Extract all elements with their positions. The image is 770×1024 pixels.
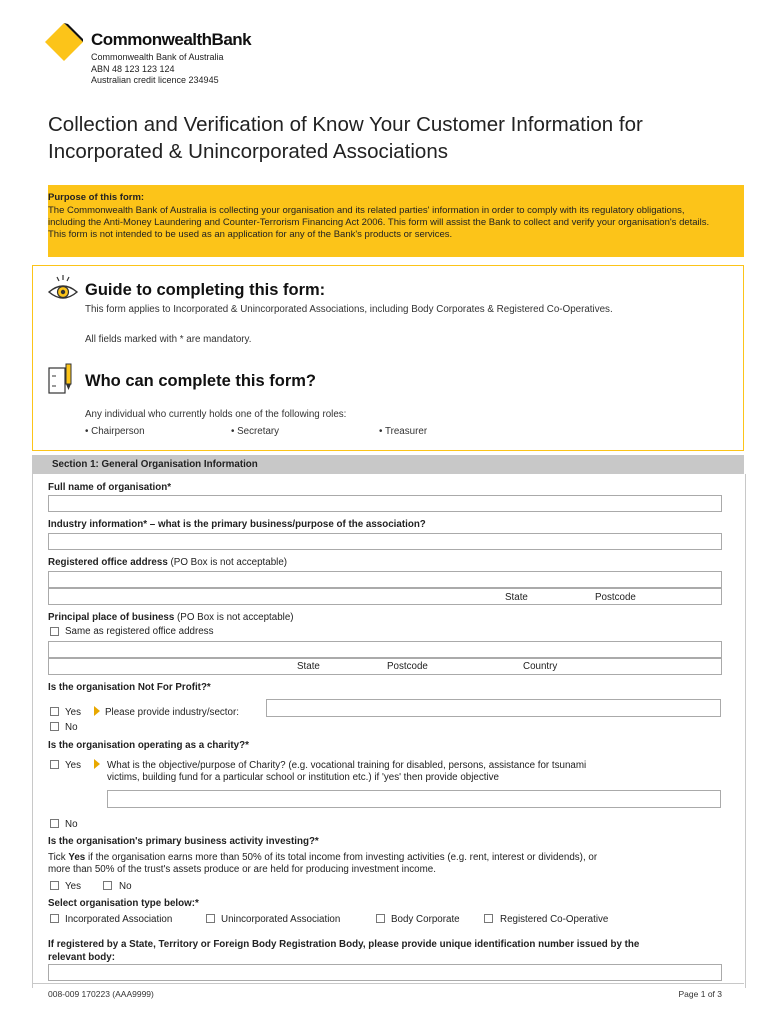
charity-no-label: No xyxy=(65,819,78,830)
brand-details xyxy=(91,52,224,87)
charity-yes-label: Yes xyxy=(65,760,81,771)
registered-address-label-bold: Registered office address xyxy=(48,557,168,568)
industry-label-text: Industry information* – what is the primary business/purpose of the association? xyxy=(48,519,426,530)
charity-objective-input[interactable] xyxy=(107,790,721,808)
investing-question xyxy=(48,836,319,847)
purpose-heading: Purpose of this form: xyxy=(48,192,145,203)
nfp-industry-input[interactable] xyxy=(266,699,721,717)
arrow-right-icon xyxy=(94,706,100,716)
principal-place-state-postcode-country-row[interactable] xyxy=(48,658,722,675)
nfp-question-text: Is the organisation Not For Profit?* xyxy=(48,682,211,693)
brand-licence: Australian credit licence 234945 xyxy=(91,75,219,85)
nfp-provide-label: Please provide industry/sector: xyxy=(105,707,239,718)
registration-number-input[interactable] xyxy=(48,964,722,981)
title-line-1: Collection and Verification of Know Your Customer Information for xyxy=(48,113,643,136)
investing-no-checkbox[interactable] xyxy=(103,881,112,890)
nfp-no-checkbox[interactable] xyxy=(50,722,59,731)
brand-name: CommonwealthBank xyxy=(91,30,252,49)
org-type-cooperative-label: Registered Co-Operative xyxy=(500,914,609,925)
investing-no-label: No xyxy=(119,881,132,892)
nfp-yes-label: Yes xyxy=(65,707,81,718)
org-type-question xyxy=(48,898,199,909)
clipboard-pen-icon xyxy=(47,362,75,396)
org-type-question-text: Select organisation type below:* xyxy=(48,898,199,909)
principal-place-label-note: (PO Box is not acceptable) xyxy=(174,612,294,623)
role-chairperson: • Chairperson xyxy=(85,426,145,437)
charity-objective-line-2: victims, building fund for a particular school or institution etc.) if 'yes' then provide objective xyxy=(107,772,499,783)
org-type-body-corporate-checkbox[interactable] xyxy=(376,914,385,923)
investing-explanation-line-1 xyxy=(48,852,597,863)
arrow-right-icon xyxy=(94,759,100,769)
registration-body-question xyxy=(48,938,738,964)
registered-address-label xyxy=(48,557,287,568)
nfp-no-label: No xyxy=(65,722,78,733)
nfp-yes-checkbox[interactable] xyxy=(50,707,59,716)
page-title xyxy=(48,111,738,165)
registered-address-input[interactable] xyxy=(48,571,722,588)
industry-label xyxy=(48,519,426,530)
purpose-banner xyxy=(48,185,744,257)
principal-postcode-label: Postcode xyxy=(387,661,428,672)
registration-body-question-line-1: If registered by a State, Territory or Foreign Body Registration Body, please provide unique identification number issued by the xyxy=(48,939,640,950)
org-type-body-corporate-label: Body Corporate xyxy=(391,914,460,925)
org-type-unincorporated-label: Unincorporated Association xyxy=(221,914,341,925)
same-as-registered-label: Same as registered office address xyxy=(65,626,214,637)
page-number: Page 1 of 3 xyxy=(678,989,722,999)
investing-yes-checkbox[interactable] xyxy=(50,881,59,890)
who-heading: Who can complete this form? xyxy=(85,372,317,390)
title-line-2: Incorporated & Unincorporated Associations xyxy=(48,140,448,163)
investing-question-text: Is the organisation's primary business activity investing?* xyxy=(48,836,319,847)
investing-yes-word: Yes xyxy=(68,852,86,863)
org-type-cooperative-checkbox[interactable] xyxy=(484,914,493,923)
purpose-text: The Commonwealth Bank of Australia is collecting your organisation and its related parties' information in order to comply with its regulatory obligations, including the Anti-Money Laundering and Counter-Terrorism Financing Act 2006. This form will assist the Bank to collect and verify your organisation's details. This form is not intended to be used as an application for any of the Bank's products or services. xyxy=(48,205,710,240)
guide-box xyxy=(32,265,744,451)
footer-divider xyxy=(32,983,744,984)
org-type-unincorporated-checkbox[interactable] xyxy=(206,914,215,923)
principal-country-label: Country xyxy=(523,661,558,672)
brand-abn: ABN 48 123 123 124 xyxy=(91,63,175,74)
guide-heading: Guide to completing this form: xyxy=(85,281,326,299)
role-secretary: • Secretary xyxy=(231,426,280,437)
who-text: Any individual who currently holds one of the following roles: xyxy=(85,409,347,420)
investing-explanation-rest: if the organisation earns more than 50% of its total income from investing activities (e.g. rent, interest or dividends), or xyxy=(85,852,598,863)
role-treasurer: • Treasurer xyxy=(379,426,428,437)
registration-body-question-line-2: relevant body: xyxy=(48,952,115,963)
charity-question-text: Is the organisation operating as a charity?* xyxy=(48,740,249,751)
commbank-logo-icon xyxy=(44,22,84,62)
principal-place-label xyxy=(48,612,294,623)
form-code: 008-009 170223 (AAA9999) xyxy=(48,989,154,999)
principal-place-input[interactable] xyxy=(48,641,722,658)
eye-icon xyxy=(47,274,79,304)
registered-postcode-label: Postcode xyxy=(595,592,636,603)
guide-text-applies: This form applies to Incorporated & Unincorporated Associations, including Body Corporates & Registered Co-Operatives. xyxy=(85,304,613,315)
guide-text-mandatory: All fields marked with * are mandatory. xyxy=(85,334,252,345)
nfp-question xyxy=(48,682,211,693)
full-name-label xyxy=(48,482,171,493)
registered-address-label-note: (PO Box is not acceptable) xyxy=(167,557,288,568)
investing-yes-label: Yes xyxy=(65,881,81,892)
charity-no-checkbox[interactable] xyxy=(50,819,59,828)
industry-input[interactable] xyxy=(48,533,722,550)
registered-state-label: State xyxy=(505,592,528,603)
same-as-registered-checkbox[interactable] xyxy=(50,627,59,636)
org-type-incorporated-label: Incorporated Association xyxy=(65,914,173,925)
section-1-frame xyxy=(32,474,746,988)
full-name-input[interactable] xyxy=(48,495,722,512)
section-1-title: Section 1: General Organisation Information xyxy=(52,459,258,470)
brand-legal-name: Commonwealth Bank of Australia xyxy=(91,52,224,62)
investing-explanation-line-2: more than 50% of the trust's assets produce or are held for producing investment income. xyxy=(48,864,436,875)
charity-yes-checkbox[interactable] xyxy=(50,760,59,769)
charity-objective-line-1: What is the objective/purpose of Charity? (e.g. vocational training for disabled, persons, assistance for tsunami xyxy=(107,760,587,771)
section-1-header xyxy=(32,455,744,474)
charity-question xyxy=(48,740,249,751)
org-type-incorporated-checkbox[interactable] xyxy=(50,914,59,923)
principal-place-label-bold: Principal place of business xyxy=(48,612,175,623)
investing-tick-word: Tick xyxy=(48,852,69,863)
principal-state-label: State xyxy=(297,661,320,672)
full-name-label-text: Full name of organisation* xyxy=(48,482,172,493)
